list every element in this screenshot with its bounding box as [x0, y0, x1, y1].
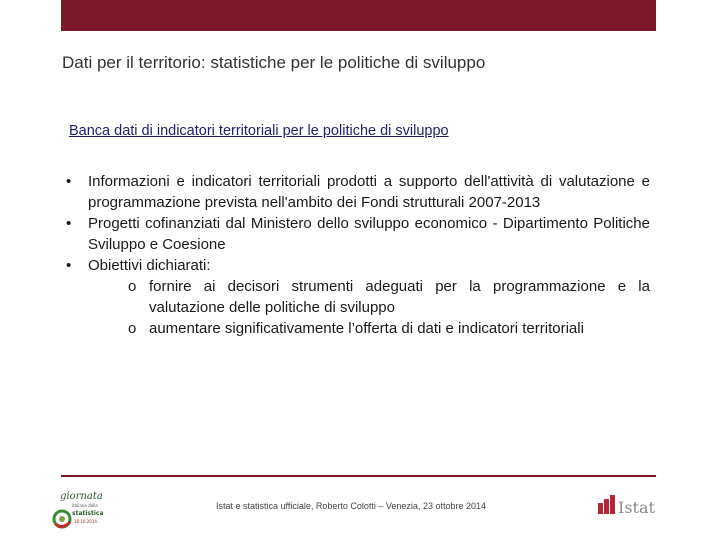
sub-bullet-item [128, 276, 650, 318]
sub-bullet-marker: o [128, 278, 137, 295]
bullet-marker: • [66, 257, 72, 274]
bullet-marker: • [66, 215, 72, 232]
logo-line3: statistica [72, 510, 104, 517]
bullet-item [58, 171, 650, 213]
footer-text: Istat e statistica ufficiale, Roberto Colotti – Venezia, 23 ottobre 2014 [216, 501, 486, 511]
sub-bullet-text: aumentare significativamente l’offerta di dati e indicatori territoriali [149, 320, 584, 337]
database-link[interactable]: Banca dati di indicatori territoriali per le politiche di sviluppo [69, 123, 449, 139]
bullet-text: Obiettivi dichiarati: [88, 257, 211, 274]
sub-bullet-item [128, 318, 650, 339]
giornata-statistica-logo-icon [50, 488, 106, 532]
slide-content [58, 171, 650, 339]
bullet-item [58, 213, 650, 255]
sub-bullet-text: fornire ai decisori strumenti adeguati per la programmazione e la valutazione delle politiche di sviluppo [149, 278, 650, 316]
bullet-item [58, 255, 650, 276]
logo-date: 18.10.2014 [74, 519, 97, 524]
istat-wordmark: Istat [618, 498, 655, 517]
istat-logo-icon [598, 494, 658, 518]
bullet-marker: • [66, 173, 72, 190]
logo-line1: giornata [60, 491, 103, 502]
bullet-text: Progetti cofinanziati dal Ministero dello sviluppo economico - Dipartimento Politiche Sviluppo e Coesione [88, 215, 650, 253]
logo-line2: italiana della [72, 503, 98, 508]
bullet-text: Informazioni e indicatori territoriali prodotti a supporto dell'attività di valutazione e programmazione prevista nell'ambito dei Fondi strutturali 2007-2013 [88, 173, 650, 211]
slide-title: Dati per il territorio: statistiche per le politiche di sviluppo [62, 53, 486, 72]
footer-divider [61, 475, 656, 477]
sub-bullet-marker: o [128, 320, 137, 337]
header-bar [61, 0, 656, 31]
